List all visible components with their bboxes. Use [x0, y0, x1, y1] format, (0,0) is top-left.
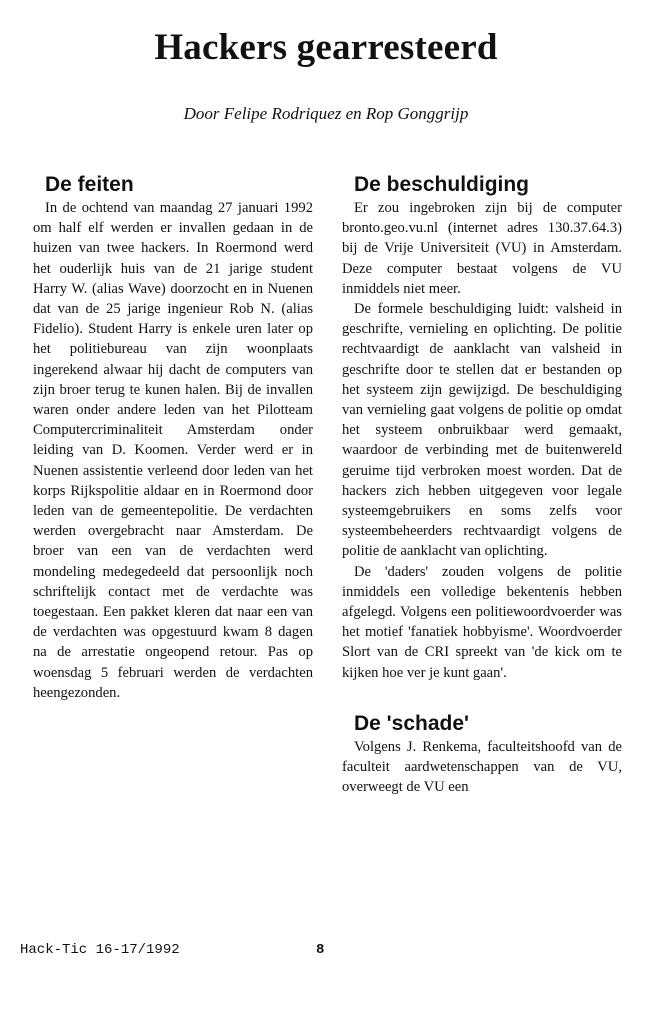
article-byline: Door Felipe Rodriquez en Rop Gonggrijp [183, 104, 469, 123]
section-heading-beschuldiging: De beschuldiging [354, 173, 530, 196]
paragraph: Volgens J. Renkema, faculteitshoofd van de faculteit aardwetenschappen van de VU, overweegt de VU een [342, 738, 622, 796]
paragraph: In de ochtend van maandag 27 januari 1992 om half elf werden er invallen gedaan in de huizen van twee hackers. In Roermond werd het ouderlijk huis van de 21 jarige student Harry W. (alias Wave) doorzocht en in Nuenen dat van de 25 jarige ingenieur Rob N. (alias Fidelio). Student Harry is enkele uren later op het politiebureau van zijn woonplaats ingerekend alwaar hij dacht de computers van zijn broer terug te kunen halen. Bij de invallen waren onder andere leden van het Pilotteam Computercriminaliteit Amsterdam onder leiding van D. Koomen. Verder werd er in Nuenen assistentie verleend door leden van het korps Rijkspolitie aldaar en in Roermond door leden van de gemeentepolitie. De verdachten werden overgebracht naar Amsterdam. De broer van een van de verdachten werd mondeling medegedeeld dat persoonlijk noch schriftelijk contact met de verdachte was toegestaan. Een pakket kleren dat naar een van de verdachten was opgestuurd kwam 8 dagen na de arrestatie ongeopend retour. Pas op woensdag 5 februari werden de verdachten heengezonden. [33, 200, 313, 701]
paragraph: De 'daders' zouden volgens de politie inmiddels een volledige bekentenis hebben afgelegd. Volgens een politiewoordvoerder was het motief 'fanatiek hobbyisme'. Woordvoerder Slort van de CRI spreekt van 'de kick om te kijken hoe ver je kunt gaan'. [342, 563, 622, 681]
publication-source: Hack-Tic 16-17/1992 [20, 942, 180, 958]
page-number: 8 [316, 942, 325, 958]
left-column [33, 172, 313, 703]
right-column [342, 172, 622, 797]
article-title: Hackers gearresteerd [154, 27, 498, 68]
paragraph: Er zou ingebroken zijn bij de computer bronto.geo.vu.nl (internet adres 130.37.64.3) bij de Vrije Universiteit (VU) in Amsterdam. Deze computer bestaat volgens de VU inmiddels niet meer. [342, 200, 622, 297]
section-heading-feiten: De feiten [45, 173, 134, 196]
section-heading-schade: De 'schade' [354, 711, 470, 735]
paragraph: De formele beschuldiging luidt: valsheid in geschrifte, vernieling en oplichting. De politie rechtvaardigt de aanklacht van valsheid in geschrifte door te stellen dat er bestanden op het systeem zijn gewijzigd. De beschuldiging van vernieling gaat volgens de politie op omdat het systeem onbruikbaar werd gemaakt, waardoor de verbinding met de buitenwereld geruime tijd verbroken moest worden. Dat de hackers zich hebben uitgegeven voor legale systeemgebruikers en soms zelfs voor systeembeheerders rechtvaardigt volgens de politie de aanklacht van oplichting. [342, 301, 622, 560]
